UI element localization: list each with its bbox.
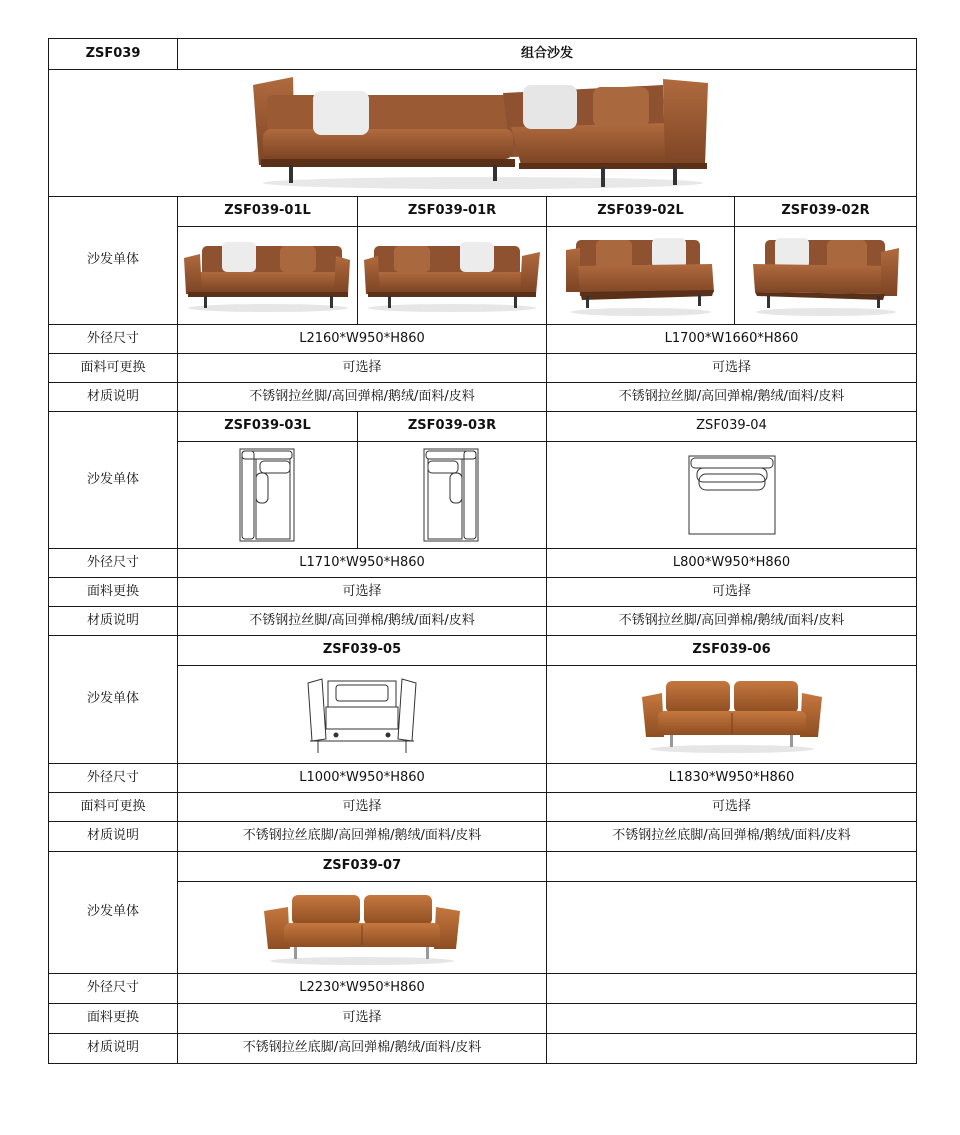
block1-fabric-b: 可选择 xyxy=(547,354,917,383)
block4-material-a: 不锈钢拉丝底脚/高回弹棉/鹅绒/面料/皮料 xyxy=(178,1034,547,1064)
block4-label: 沙发单体 xyxy=(49,852,178,974)
block4-size-label: 外径尺寸 xyxy=(49,974,178,1004)
block2-size-b: L800*W950*H860 xyxy=(547,549,917,578)
model-02L: ZSF039-02L xyxy=(547,197,735,227)
spec-table xyxy=(48,38,917,1064)
hero-image-cell xyxy=(49,70,917,197)
block2-material-a: 不锈钢拉丝脚/高回弹棉/鹅绒/面料/皮料 xyxy=(178,607,547,636)
image-04-cell xyxy=(547,442,917,549)
sofa-02L-image xyxy=(566,234,716,318)
image-02R-cell xyxy=(735,227,917,325)
sofa-06-image xyxy=(642,675,822,755)
image-03L-cell xyxy=(178,442,358,549)
block2-fabric-b: 可选择 xyxy=(547,578,917,607)
block1-fabric-a: 可选择 xyxy=(178,354,547,383)
block1-material-label: 材质说明 xyxy=(49,383,178,412)
image-06-cell xyxy=(547,666,917,764)
block4-fabric-label: 面料更换 xyxy=(49,1004,178,1034)
block3-fabric-label: 面料可更换 xyxy=(49,793,178,822)
block3-material-label: 材质说明 xyxy=(49,822,178,852)
header-code: ZSF039 xyxy=(49,39,178,70)
sofa-03L-drawing xyxy=(238,447,298,543)
image-01R-cell xyxy=(358,227,547,325)
block3-size-label: 外径尺寸 xyxy=(49,764,178,793)
block2-material-b: 不锈钢拉丝脚/高回弹棉/鹅绒/面料/皮料 xyxy=(547,607,917,636)
block3-material-a: 不锈钢拉丝底脚/高回弹棉/鹅绒/面料/皮料 xyxy=(178,822,547,852)
model-03R: ZSF039-03R xyxy=(358,412,547,442)
block2-material-label: 材质说明 xyxy=(49,607,178,636)
model-05: ZSF039-05 xyxy=(178,636,547,666)
block2-size-a: L1710*W950*H860 xyxy=(178,549,547,578)
block2-fabric-label: 面料更换 xyxy=(49,578,178,607)
model-01R: ZSF039-01R xyxy=(358,197,547,227)
empty-cell xyxy=(547,852,917,882)
block3-material-b: 不锈钢拉丝底脚/高回弹棉/鹅绒/面料/皮料 xyxy=(547,822,917,852)
block4-fabric-a: 可选择 xyxy=(178,1004,547,1034)
sofa-04-drawing xyxy=(687,454,777,536)
block3-size-a: L1000*W950*H860 xyxy=(178,764,547,793)
model-02R: ZSF039-02R xyxy=(735,197,917,227)
empty-image-cell xyxy=(547,882,917,974)
model-06: ZSF039-06 xyxy=(547,636,917,666)
block1-size-b: L1700*W1660*H860 xyxy=(547,325,917,354)
model-01L: ZSF039-01L xyxy=(178,197,358,227)
model-07: ZSF039-07 xyxy=(178,852,547,882)
block4-size-a: L2230*W950*H860 xyxy=(178,974,547,1004)
block1-size-label: 外径尺寸 xyxy=(49,325,178,354)
block3-fabric-b: 可选择 xyxy=(547,793,917,822)
sofa-03R-drawing xyxy=(422,447,482,543)
empty-cell xyxy=(547,974,917,1004)
block1-label: 沙发单体 xyxy=(49,197,178,325)
block1-material-b: 不锈钢拉丝脚/高回弹棉/鹅绒/面料/皮料 xyxy=(547,383,917,412)
block3-size-b: L1830*W950*H860 xyxy=(547,764,917,793)
sofa-01L-image xyxy=(184,238,352,314)
image-01L-cell xyxy=(178,227,358,325)
block4-material-label: 材质说明 xyxy=(49,1034,178,1064)
block1-size-a: L2160*W950*H860 xyxy=(178,325,547,354)
image-02L-cell xyxy=(547,227,735,325)
sofa-05-drawing xyxy=(306,675,418,755)
model-04: ZSF039-04 xyxy=(547,412,917,442)
image-03R-cell xyxy=(358,442,547,549)
sofa-01R-image xyxy=(364,238,540,314)
header-title: 组合沙发 xyxy=(178,39,917,70)
empty-cell xyxy=(547,1034,917,1064)
model-03L: ZSF039-03L xyxy=(178,412,358,442)
sofa-02R-image xyxy=(751,234,901,318)
block2-fabric-a: 可选择 xyxy=(178,578,547,607)
block2-label: 沙发单体 xyxy=(49,412,178,549)
sofa-07-image xyxy=(264,889,460,967)
image-07-cell xyxy=(178,882,547,974)
image-05-cell xyxy=(178,666,547,764)
block1-material-a: 不锈钢拉丝脚/高回弹棉/鹅绒/面料/皮料 xyxy=(178,383,547,412)
block2-size-label: 外径尺寸 xyxy=(49,549,178,578)
sectional-sofa-image xyxy=(253,73,713,193)
block3-label: 沙发单体 xyxy=(49,636,178,764)
block1-fabric-label: 面料可更换 xyxy=(49,354,178,383)
block3-fabric-a: 可选择 xyxy=(178,793,547,822)
empty-cell xyxy=(547,1004,917,1034)
